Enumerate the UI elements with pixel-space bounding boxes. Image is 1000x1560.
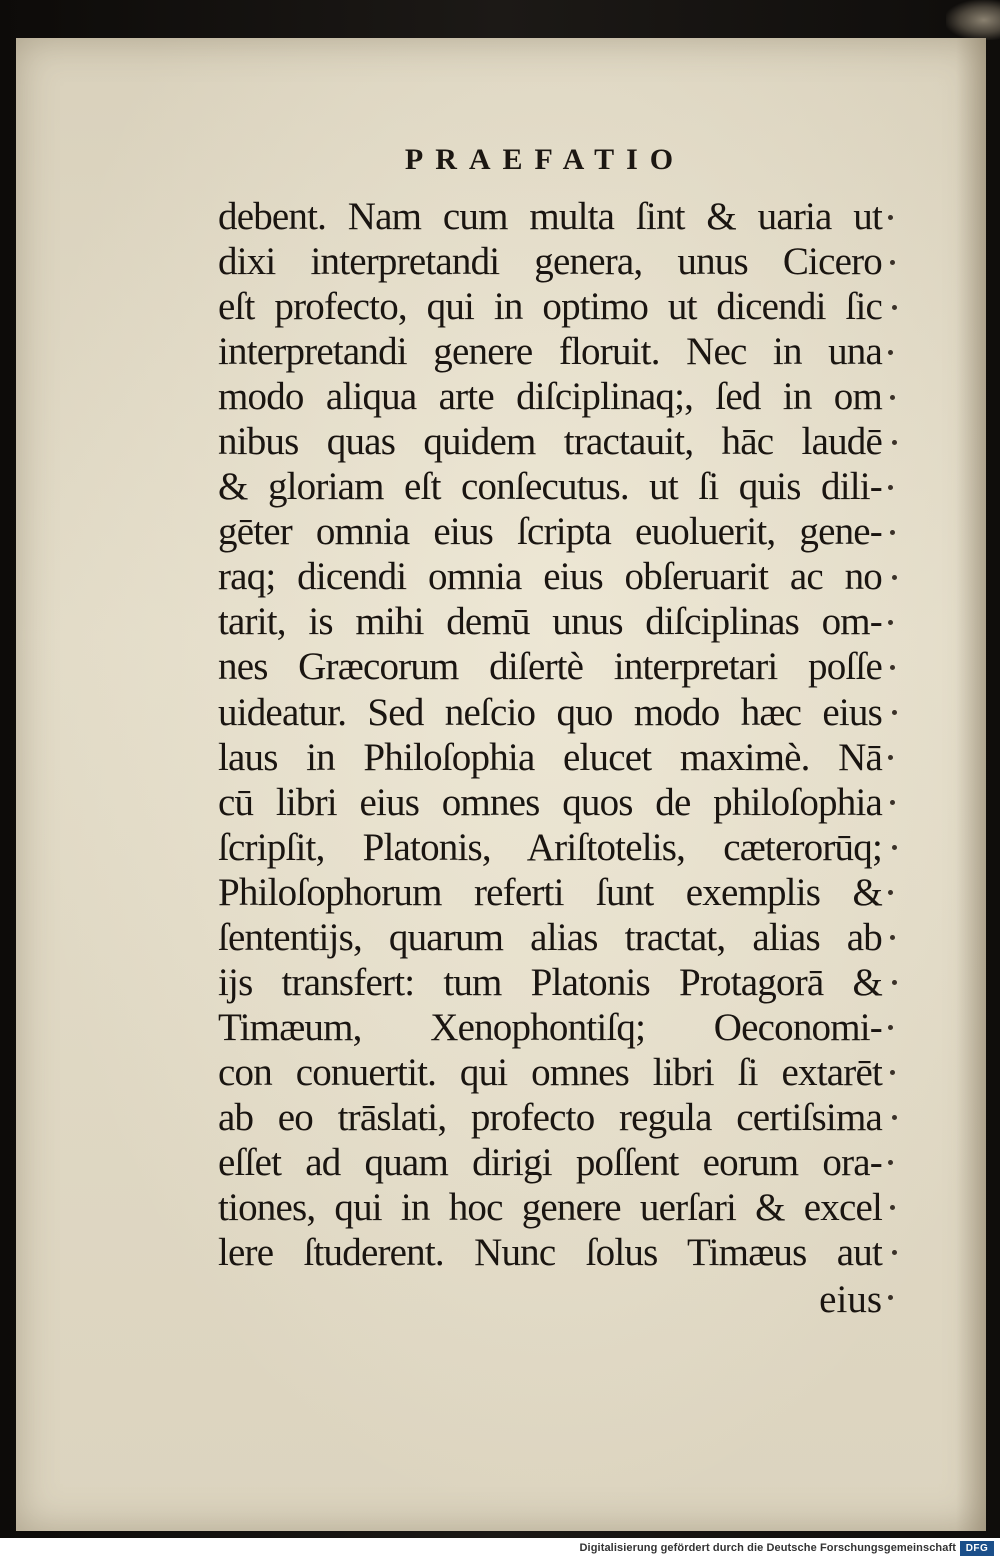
margin-mark [888, 350, 893, 355]
margin-mark [888, 1295, 893, 1300]
margin-mark [890, 260, 895, 265]
page-edge-shadow [956, 38, 986, 1531]
text-line: ijs transfert: tum Platonis Protagorā & [218, 960, 882, 1004]
margin-mark [890, 665, 895, 670]
text-line: & gloriam eſt conſecutus. ut ſi quis dili- [218, 465, 882, 509]
margin-mark [892, 980, 897, 985]
frayed-corner [946, 0, 1000, 40]
margin-mark [888, 620, 893, 625]
text-line: ab eo trāslati, profecto regula certiſsima [218, 1095, 882, 1139]
margin-mark [892, 845, 897, 850]
margin-mark [892, 305, 897, 310]
margin-mark [892, 1250, 897, 1255]
text-line: lere ſtuderent. Nunc ſolus Timæus aut [218, 1231, 882, 1275]
text-line: interpretandi genere floruit. Nec in una [218, 330, 882, 374]
text-line: Philoſophorum referti ſunt exemplis & [218, 870, 882, 914]
margin-mark [892, 1115, 897, 1120]
text-line: eſt profecto, qui in optimo ut dicendi ſic [218, 285, 882, 329]
text-line: eſſet ad quam dirigi poſſent eorum ora- [218, 1140, 882, 1184]
text-line: raq; dicendi omnia eius obſeruarit ac no [218, 555, 882, 599]
text-line: ſententijs, quarum alias tractat, alias ab [218, 915, 882, 959]
margin-mark [888, 215, 893, 220]
running-head: PRAEFATIO [404, 143, 686, 176]
margin-mark [890, 530, 895, 535]
text-line: uideatur. Sed neſcio quo modo hæc eius [218, 690, 882, 734]
text-line: con conuertit. qui omnes libri ſi extarēt [218, 1050, 882, 1094]
text-line: Timæum, Xenophontiſq; Oeconomi- [218, 1005, 882, 1049]
margin-mark [888, 890, 893, 895]
text-line: nes Græcorum diſertè interpretari poſſe [218, 645, 882, 689]
text-line: nibus quas quidem tractauit, hāc laudē [218, 420, 882, 464]
margin-mark [890, 395, 895, 400]
body-text [218, 194, 882, 1275]
margin-mark [890, 935, 895, 940]
margin-mark [890, 1070, 895, 1075]
margin-mark [892, 440, 897, 445]
text-line: gēter omnia eius ſcripta euoluerit, gene- [218, 510, 882, 554]
footer-bar [0, 1538, 1000, 1560]
text-line: tiones, qui in hoc genere uerſari & excel [218, 1186, 882, 1230]
margin-mark [888, 755, 893, 760]
margin-mark [888, 485, 893, 490]
footer-credit: Digitalisierung gefördert durch die Deutsche Forschungsgemeinschaft [579, 1542, 956, 1554]
text-line: tarit, is mihi demū unus diſciplinas om- [218, 600, 882, 644]
margin-mark [890, 1205, 895, 1210]
margin-mark [890, 800, 895, 805]
text-line: laus in Philoſophia elucet maximè. Nā [218, 735, 882, 779]
margin-mark [892, 575, 897, 580]
margin-mark [892, 710, 897, 715]
text-line: debent. Nam cum multa ſint & uaria ut [218, 195, 882, 238]
catchword: eius [819, 1278, 882, 1321]
margin-mark [888, 1025, 893, 1030]
dfg-logo: DFG [960, 1541, 994, 1556]
text-line: ſcripſit, Platonis, Ariſtotelis, cæterorūq; [218, 825, 882, 869]
text-line: cū libri eius omnes quos de philoſophia [218, 780, 882, 824]
text-line: modo aliqua arte diſciplinaq;, ſed in om [218, 375, 882, 419]
margin-mark [888, 1160, 893, 1165]
text-line: dixi interpretandi genera, unus Cicero [218, 240, 882, 284]
